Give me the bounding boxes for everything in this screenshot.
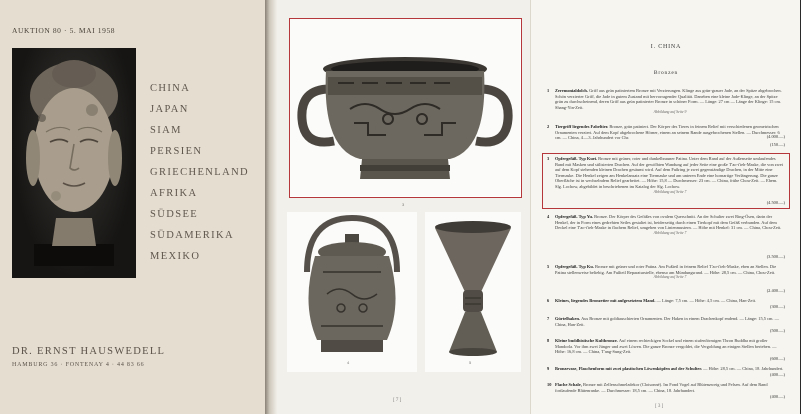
- lot-estimate: (2.400.—): [766, 288, 785, 294]
- lot-number: 4: [547, 214, 550, 219]
- lot-description: Bronze. Der Körper des Gefäßes von ovalem Querschnitt. An der Schulter zwei Ring-Ösen, darin der Henkel, der in Form eines gedrehten Seiles gestaltet ist, beiderseitig durch einen Tierkopf mit dem Gefäß verbunden. Auf dem Deckel eine T'ao-t'ieh-Maske in flachem Relief, umgeben von Linienmustern. — Höhe mit Henkel: 31 cm. — China, Chou-Zeit.: [555, 214, 782, 231]
- lot-estimate: (400.—): [770, 372, 785, 378]
- lot-entry: [547, 298, 785, 310]
- lot-number: 2: [547, 124, 550, 129]
- lot-number: 7: [547, 316, 550, 321]
- lot-entry: [547, 124, 785, 148]
- subsection-title: Bronzen: [653, 70, 679, 76]
- country-list: [150, 78, 249, 267]
- country-item: CHINA: [150, 83, 191, 94]
- plate-number: 5: [469, 360, 472, 365]
- lot-title: Opfergefäß. Typ Yu.: [555, 214, 595, 219]
- lot-description: Griff aus grün patiniertem Bronze mit Verzierungen. Klinge aus grün-grauer Jade, an der Spitze abgebrochen. Schön verzierter Griff, die Jade in gutem Zustand mit hervorragender Qualität. Daneben eine kleine Jade-Klinge, an der Spitze grün zu durchscheinend, deren Griff aus grün patinierter Bronze in schöner Form. — Länge: 27 cm — Länge der Klinge: 15 cm. Shang-Yin-Zeit.: [555, 88, 782, 110]
- lot-image-reference: Abbildung auf Seite 7: [653, 189, 687, 194]
- lot-description: — Länge: 7,5 cm. — Höhe: 4,5 cm. — China, Han-Zeit.: [656, 298, 757, 303]
- plate-number: 4: [347, 360, 350, 365]
- lot-title: Bronzevase, Flaschenform mit zwei plastischen Löwenköpfen auf der Schulter.: [555, 366, 704, 371]
- lot-description: Auf einem rechteckigen Sockel und einem stufenförmigen Thron Buddha mit großer Mandorla. Vor ihm zwei Jünger und zwei Löwen. Die ganze Bronze vergoldet, die Vergoldung an einigen Stellen berieben. — Höhe: 16,8 cm. — China, T'ang-Sung-Zeit.: [555, 338, 777, 355]
- auction-house-name: DR. ERNST HAUSWEDELL: [12, 346, 166, 357]
- lot-description: Bronze mit grüner und roter Patina. Am Fußteil in feinem Relief T'ao-t'ieh-Maske, eben an Stellen. Die Patina stellenweise beliebig. Am Fußteil Reparaturstelle, ebenso am Mündungsrand. — Höhe: 28,5 cm. — China, Chou-Zeit.: [555, 264, 777, 275]
- country-item: SÜDSEE: [150, 209, 199, 220]
- lot-entry: [547, 214, 785, 260]
- auction-header: AUKTION 80 · 5. MAI 1958: [12, 26, 116, 35]
- country-item: GRIECHENLAND: [150, 167, 250, 178]
- yu-vessel-photo: [287, 212, 417, 372]
- page-number: [ 3 ]: [655, 404, 664, 409]
- lot-title: Zeremonialdolch.: [555, 88, 590, 93]
- lot-number: 1: [547, 88, 550, 93]
- lot-image-reference: Abbildung auf Seite 7: [653, 230, 687, 235]
- lot-description: Bronze mit Zellenschmelzdekor (Cloisonné). Im Fond Vogel auf Blütenzweig und Felsen. Auf dem Rand fortlaufende Blütenranke. — Durchmesser: 18,5 cm. — China, 18. Jahrhundert.: [555, 382, 768, 393]
- lot-title: Opfergefäß. Typ Ku.: [555, 264, 595, 269]
- country-item: SÜDAMERIKA: [150, 230, 235, 241]
- lot-title: Kleine buddhistische Kultbronze.: [555, 338, 619, 343]
- ku-vessel-photo: [425, 212, 521, 372]
- lot-estimate: (600.—): [770, 356, 785, 362]
- lot-number: 5: [547, 264, 550, 269]
- lot-estimate: (400.—): [770, 394, 785, 400]
- country-item: PERSIEN: [150, 146, 203, 157]
- catalog-cover-page: [0, 0, 265, 414]
- country-item: MEXIKO: [150, 251, 201, 262]
- lot-estimate: (150.—): [770, 142, 785, 148]
- lot-entry: [547, 264, 785, 294]
- kuei-vessel-photo: [289, 18, 522, 207]
- lot-number: 3: [547, 156, 550, 161]
- country-item: SIAM: [150, 125, 182, 136]
- lot-title: Opfergefäß. Typ Kuei.: [555, 156, 599, 161]
- lot-number: 9: [547, 366, 550, 371]
- lot-title: Flache Schale,: [555, 382, 583, 387]
- lot-entry: [547, 338, 785, 362]
- book-spine: [265, 0, 277, 414]
- lot-description: Aus Bronze mit goldtauschierten Ornamenten. Der Haken in einem Drachenkopf endend. — Länge: 15,5 cm. — China, Han-Zeit.: [555, 316, 779, 327]
- lot-title: Kleines, liegendes Bronzetier mit aufgesetztem Mand.: [555, 298, 657, 303]
- section-title: I. CHINA: [650, 44, 682, 50]
- lot-estimate: (3.500.—): [766, 254, 785, 260]
- plate-number: 3: [402, 202, 405, 207]
- buddha-head-photo: [12, 48, 136, 278]
- country-item: AFRIKA: [150, 188, 198, 199]
- lot-estimate: (4.500.—): [766, 200, 785, 206]
- lot-description: — Höhe: 28,5 cm. — China, 18. Jahrhundert.: [703, 366, 784, 371]
- lot-estimate: (500.—): [770, 328, 785, 334]
- lot-entry: [547, 316, 785, 334]
- lot-number: 8: [547, 338, 550, 343]
- auction-house-address: HAMBURG 36 · FONTENAY 4 · 44 83 66: [12, 362, 145, 368]
- lot-title: Gürtelhaken.: [555, 316, 582, 321]
- lot-highlight-frame: [542, 153, 790, 209]
- lot-description: Bronze mit grüner, roter und dunkelbrauner Patina. Unter dem Rand auf der Außenseite umlaufendes Band mit Masken und stilisierten Drachen. Auf der gewölbten Wandung auf jeder Seite eine große T'ao-t'ieh-Maske, die von zwei auf dem Kopf stehenden kleinen Drachen gesäumt wird. Auf dem Fußring je zwei gegenständige Drachen, in der Mitte eine Tiermaske. Die Henkel zeigen am Henkelansatz eine Tiermaske und am unteren Ende eine hornartige Verlängerung. Die ganze Oberfläche ist in wechselndem Relief gearbeitet. — Höhe: 15,8 — Durchmesser: 23 cm. — China, frühe Chou-Zeit. — Ehem. Slg. Lochow, abgebildet in beschriebenen im Katalog der Slg. Lochow.: [555, 156, 784, 189]
- lot-image-reference: Abbildung auf Seite 7: [653, 275, 687, 280]
- plates-page: [277, 0, 530, 414]
- lot-entry: [547, 382, 785, 400]
- lot-estimate: (4.000.—): [766, 134, 785, 140]
- lot-number: 10: [547, 382, 552, 387]
- lot-image-reference: Abbildung auf Seite 9: [653, 110, 687, 115]
- lot-entry: [547, 366, 785, 378]
- lot-number: 6: [547, 298, 550, 303]
- lot-estimate: (300.—): [770, 304, 785, 310]
- lot-title: Tiergriff liegendes Fabeltier.: [555, 124, 610, 129]
- country-item: JAPAN: [150, 104, 189, 115]
- lot-description: Bronze, grün patiniert. Der Körper des Tieres in feinem Relief mit verschiedenen geometrischen Ornamenten verziert. Auf dem Kopf abgebrochene Hörner, einem an seinem Rande ausgebrochenen Stellen. — Durchmesser: 6 cm. — China, 4.—3. Jahrhundert vor Chr.: [555, 124, 780, 141]
- page-number: [ 7 ]: [393, 398, 402, 403]
